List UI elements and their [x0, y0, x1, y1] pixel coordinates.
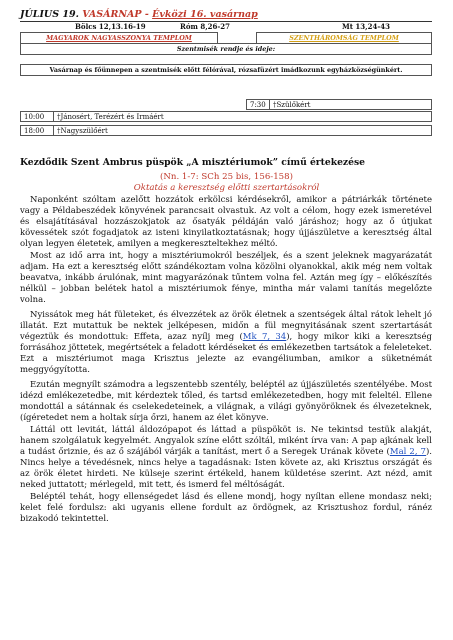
page-header: [20, 9, 432, 76]
article-title: Kezdődik Szent Ambrus püspök „A misztériumok” című értekezése: [20, 157, 366, 168]
article-paragraph: [20, 310, 432, 376]
mass-row-right: [246, 99, 432, 110]
article-paragraph: [20, 425, 432, 491]
article-source: (Nn. 1-7: SCh 25 bis, 156-158): [160, 172, 293, 182]
church-left-name: MAGYAROK NAGYASSZONYA TEMPLOM: [21, 33, 218, 44]
reading-gospel: Mt 13,24-43: [342, 22, 390, 31]
mass-time: 10:00: [24, 113, 45, 121]
mass-time: 18:00: [24, 127, 45, 135]
paragraph-text: Naponként szóltam azelőtt hozzátok erkölcsi kérdésekről, amikor a pátriárkák története vagy a Példabeszédek könyvének parancsait olvastuk. Az volt a célom, hogy ezek ismeretével és elsajátításával hozzászokjatok az ősatyák példáján való járáshoz; hogy az ő útjukat kövessétek szót fogadjatok az isteni kinyilatkoztatásnak; hogy újjászületve a keresztség által olyan legyen életetek, amilyen a megkereszteltekhez méltó.: [20, 195, 432, 249]
header-date: JÚLIUS 19.: [20, 9, 83, 20]
header-weekday: VASÁRNAP -: [82, 9, 153, 20]
article-paragraph: [20, 251, 432, 306]
paragraph-text: ). Nincs helye a tévedésnek, nincs helye a tagadásnak: Isten követe az, aki Krisztus országát és az örök életet hirdeti. Ne külseje szerint értékeld, hanem küldetése szerint. Azt nézd, amit neked juttatott; mérlegeld, mit tett, és ismerd fel méltóságát.: [20, 447, 433, 490]
paragraph-text: Ezután megnyílt számodra a legszentebb szentély, beléptél az újjászületés szentélyébe. Most idézd emlékezetedbe, mit kérdeztek tőled, és tartsd emlékezetedben, hogy mit feleltél. Ellene mondottál a sátánnak és cselekedeteinek, a világnak, a világi gyönyöröknek és élvezeteknek, (ígéretedet nem a holtak sírja őrzi, hanem az élet könyve.: [20, 380, 432, 423]
scripture-reference-link[interactable]: Mk 7, 34: [242, 332, 287, 342]
article-paragraph: [20, 492, 432, 525]
mass-intention: †Nagyszülőért: [57, 127, 108, 135]
paragraph-text: Beléptél tehát, hogy ellenségedet lásd és ellene mondj, hogy nyíltan ellene mondasz neki; kelet felé fordulsz: aki ugyanis ellene fordult az ördögnek, az Krisztushoz fordul, ránéz bizakodó tekintettel.: [20, 492, 432, 524]
article-subheading: Oktatás a keresztség előtti szertartásokról: [133, 183, 320, 193]
reading-second: Róm 8,26-27: [180, 22, 231, 31]
mass-intention: †Szülőkért: [273, 101, 311, 109]
mass-intention: †Jánosért, Terézért és Irmáért: [57, 113, 164, 121]
article-paragraph: [20, 380, 432, 424]
schedule-subtitle: Szentmisék rendje és ideje:: [21, 44, 432, 55]
mass-time: 7:30: [250, 101, 266, 109]
church-right-name: SZENTHÁROMSÁG TEMPLOM: [257, 33, 432, 44]
mass-row-left: [20, 111, 432, 122]
article-paragraph: [20, 195, 432, 250]
paragraph-text: Nyissátok meg hát fületeket, és élvezzétek az örök életnek a szentségek által rátok lehelt jó illatát. Ezt mutattuk be nektek jelképesen, midőn a fül megnyitásának szent szertartását végeztük és mondottuk: Effeta, azaz nyílj meg (: [20, 310, 432, 342]
scripture-reference-link[interactable]: Mal 2, 7: [389, 447, 426, 457]
rosary-notice: Vasárnap és főünnepen a szentmisék előtt félórával, rózsafüzért imádkozunk egyházközségünkért.: [21, 65, 432, 76]
readings-line: [20, 22, 432, 32]
header-week: Évközi 16. vasárnap: [152, 9, 258, 20]
article-body: [20, 195, 432, 526]
reading-first: Bölcs 12,13.16-19: [75, 22, 146, 31]
mass-row-left: [20, 125, 432, 136]
paragraph-text: Láttál ott levitát, láttál áldozópapot és láttad a püspököt is. Ne tekintsd testük alakját, hanem szolgálatuk kegyelmét. Angyalok színe előtt szóltál, miként írva van: A pap ajkának kell a tudást őriznie, és az ő szájából várják a tanítást, mert ő a Seregek Urának követe (: [20, 425, 432, 457]
paragraph-text: ), hogy mikor kiki a keresztség forrásához jöttetek, megértsétek a feladott kérdéseket és emlékezetben tartsátok a feleleteket. Ezt a misztériumot maga Krisztus jelezte az evangéliumban, amikor a süketnémát meggyógyította.: [20, 332, 432, 375]
header-date-line: [20, 9, 432, 22]
mass-schedule-table: [20, 32, 432, 76]
paragraph-text: Most az idő arra int, hogy a misztériumokról beszéljek, és a szent jeleknek magyarázatát adjam. Ha ezt a keresztség előtt szándékoztam volna közölni olyanokkal, akik még nem voltak beavatva, inkább árulónak, mint magyarázónak tűntem volna fel. Aztán meg így – előkészítés nélkül – jobban belétek hatol a misztériumok fénye, mintha már valami tanítás megelőzte volna.: [20, 251, 432, 305]
